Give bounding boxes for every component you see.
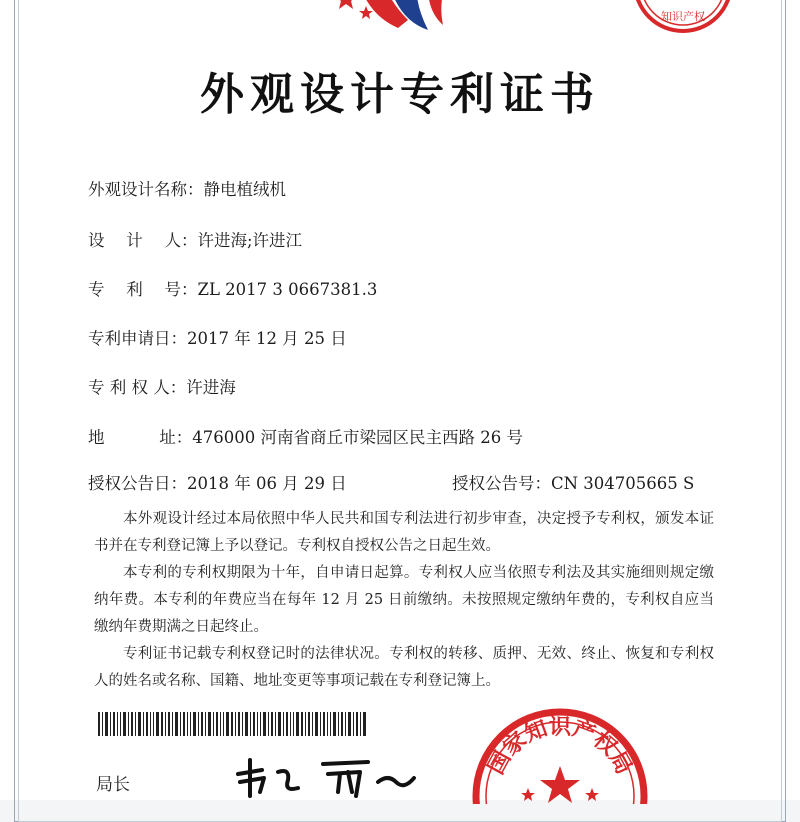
field-grant-number [452, 470, 694, 494]
field-label: 设 计 人： [88, 231, 198, 250]
director-label: 局长 [96, 775, 130, 795]
field-value: 静电植绒机 [203, 180, 286, 199]
body-paragraph: 本外观设计经过本局依照中华人民共和国专利法进行初步审查，决定授予专利权，颁发本证书并在专利登记簿上予以登记。专利权自授权公告之日起生效。 [94, 511, 714, 554]
field-label: 授权公告日： [88, 474, 187, 493]
field-address [88, 424, 523, 448]
field-value: 2018 年 06 月 29 日 [187, 474, 347, 493]
field-label: 专利申请日： [88, 329, 187, 348]
field-label: 专 利 号： [88, 280, 198, 299]
official-seal-icon [468, 704, 648, 804]
field-value: 2017 年 12 月 25 日 [187, 329, 347, 348]
emblem-icon [318, 0, 478, 40]
certificate-title: 外观设计专利证书 [200, 69, 600, 120]
field-value: ZL 2017 3 0667381.3 [197, 280, 378, 299]
top-seal-text: 知识产权 [661, 10, 705, 23]
field-value: CN 304705665 S [551, 474, 695, 493]
field-value: 476000 河南省商丘市梁园区民主西路 26 号 [192, 428, 523, 447]
field-value: 许进海 [186, 378, 236, 397]
director-signature-icon [228, 752, 418, 800]
field-grant-date [88, 470, 347, 494]
certificate-body-text [94, 506, 714, 695]
body-paragraph: 本专利的专利权期限为十年，自申请日起算。专利权人应当依照专利法及其实施细则规定缴纳年费。本专利的年费应当在每年 12 月 25 日前缴纳。未按照规定缴纳年费的，专利权自应当缴纳年费期满之日起终止。 [94, 565, 714, 635]
field-design-name [88, 176, 286, 200]
certificate-border-inner [18, 0, 782, 822]
barcode-icon [98, 712, 368, 736]
field-label: 外观设计名称： [88, 180, 204, 199]
field-application-date [88, 325, 347, 349]
field-patentee [88, 374, 236, 398]
field-patent-number [88, 276, 377, 300]
field-value: 许进海;许进江 [197, 231, 303, 250]
field-label: 授权公告号： [452, 474, 551, 493]
field-label: 地 址： [88, 428, 193, 447]
top-seal-icon [628, 0, 738, 38]
field-designer [88, 227, 302, 251]
seal-text: 国家知识产权局 [483, 715, 637, 779]
body-paragraph: 专利证书记载专利权登记时的法律状况。专利权的转移、质押、无效、终止、恢复和专利权人的姓名或名称、国籍、地址变更等事项记载在专利登记簿上。 [94, 646, 714, 689]
field-label: 专 利 权 人： [88, 378, 187, 397]
